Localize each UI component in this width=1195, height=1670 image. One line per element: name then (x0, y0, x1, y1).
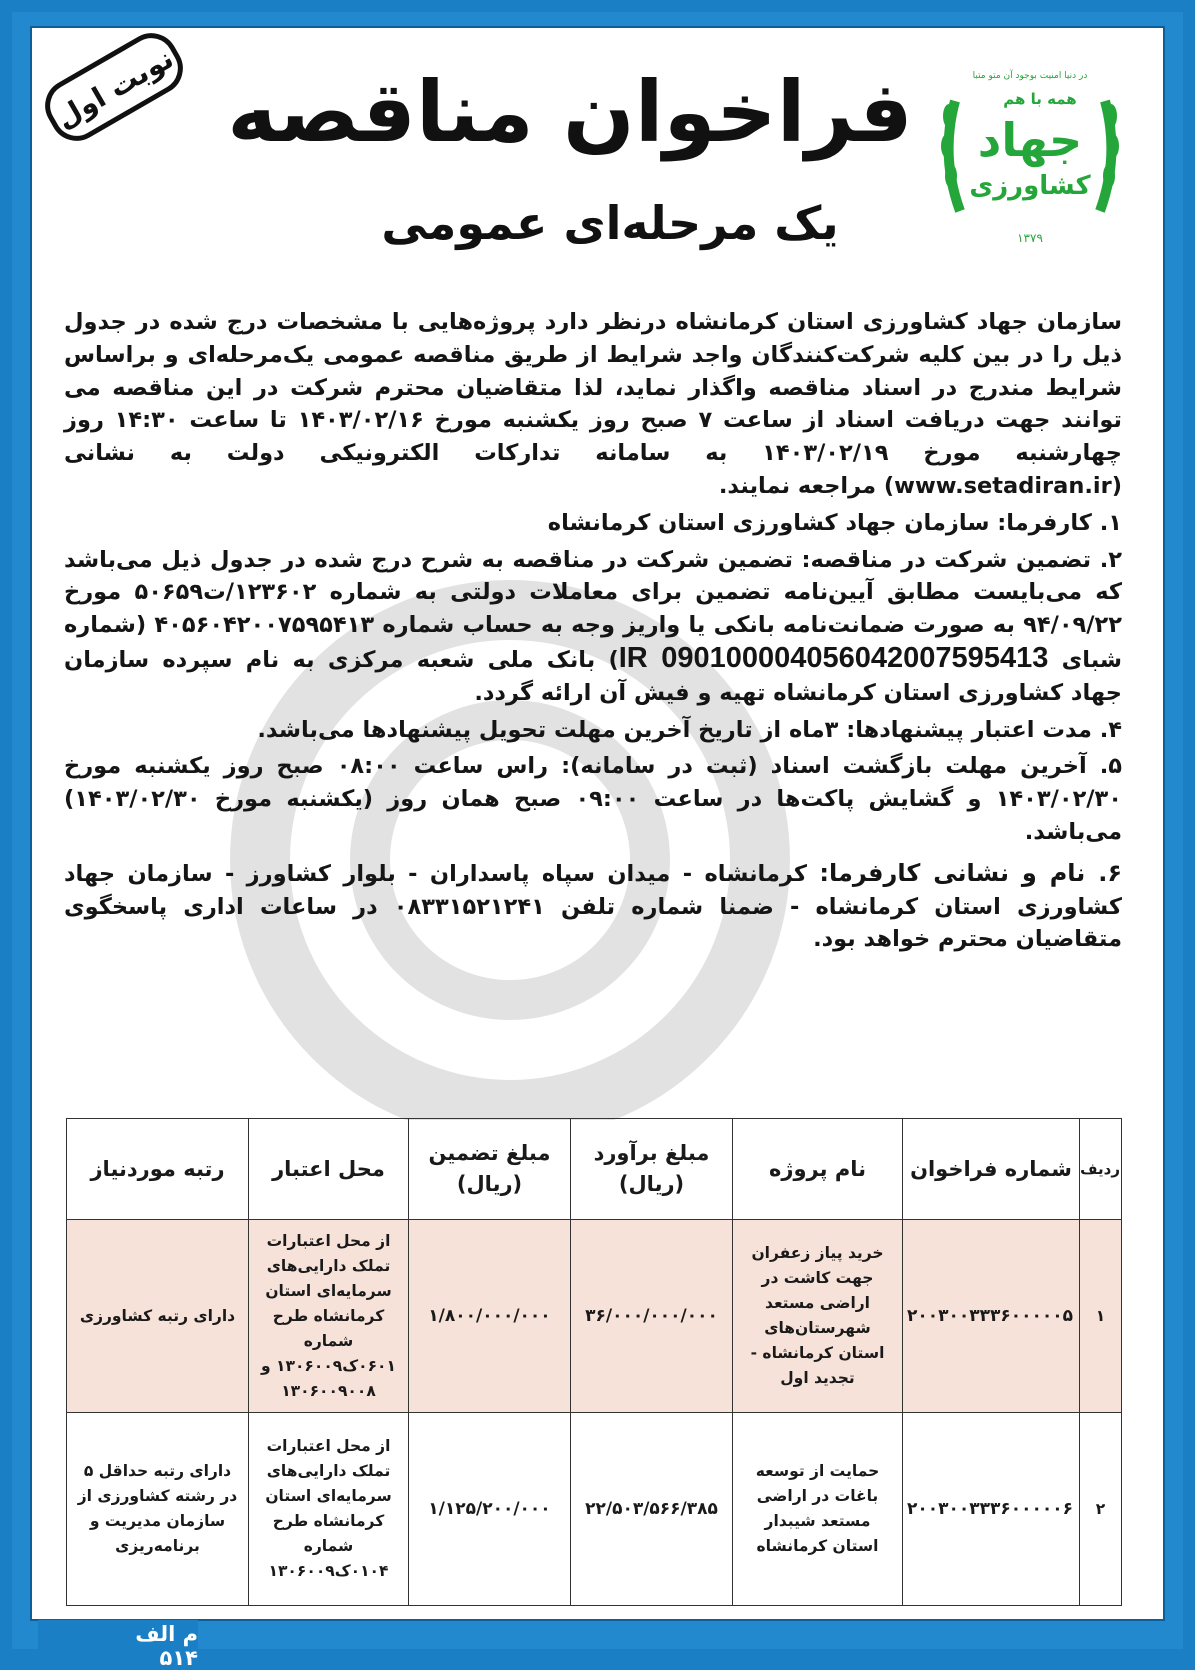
header-project-name: نام پروژه (733, 1119, 903, 1220)
header-required-rank: رتبه موردنیاز (67, 1119, 249, 1220)
table-row (67, 1220, 1122, 1413)
logo-top-text: همه با هم (1003, 90, 1077, 108)
row-number: ۱ (1080, 1220, 1122, 1413)
project-name: خرید پیاز زعفران جهت کاشت در اراضی مستعد شهرستان‌های استان کرمانشاه - تجدید اول (733, 1220, 903, 1413)
estimate-amount: ۲۲/۵۰۳/۵۶۶/۳۸۵ (571, 1413, 733, 1606)
call-number: ۲۰۰۳۰۰۳۳۳۶۰۰۰۰۰۵ (903, 1220, 1080, 1413)
call-number: ۲۰۰۳۰۰۳۳۳۶۰۰۰۰۰۶ (903, 1413, 1080, 1606)
header-row-number: ردیف (1080, 1119, 1122, 1220)
logo-arc-text: در دنیا امنیت بوجود آن متو متبا (972, 71, 1088, 81)
header-guarantee: مبلغ تضمین (ریال) (409, 1119, 571, 1220)
footer-bar (38, 1620, 198, 1670)
logo-year: ۱۳۷۹ (1017, 231, 1043, 245)
item-address (64, 857, 1122, 956)
item-deadline: ۵. آخرین مهلت بازگشت اسناد (ثبت در سامانه): راس ساعت ۰۸:۰۰ صبح روز یکشنبه مورخ ۱۴۰۳/۰۲/۳۰ و گشایش پاکت‌ها در ساعت ۰۹:۰۰ صبح همان روز (یکشنبه مورخ ۱۴۰۳/۰۲/۳۰) می‌باشد. (64, 753, 1123, 845)
table-header-row (67, 1119, 1122, 1220)
jahad-keshavarzi-logo (935, 46, 1125, 246)
notice-body (64, 306, 1122, 960)
item-guarantee (64, 544, 1122, 710)
credit-source: از محل اعتبارات تملک دارایی‌های سرمایه‌ای استان کرمانشاه طرح شماره ۰۶۰۱ک۱۳۰۶۰۰۹ و ۱۳۰۶۰۰۹۰۰۸ (249, 1220, 409, 1413)
address-text: کرمانشاه - میدان سپاه پاسداران - بلوار کشاورز - سازمان جهاد کشاورزی استان کرمانشاه - ضمنا شماره تلفن ۰۸۳۳۱۵۲۱۲۴۱ در ساعات اداری پاسخگوی متقاضیان محترم خواهد بود. (64, 860, 1122, 953)
footer-code: م الف ۵۱۴ (135, 1622, 198, 1670)
tender-table (66, 1118, 1122, 1606)
guarantee-amount: ۱/۸۰۰/۰۰۰/۰۰۰ (409, 1220, 571, 1413)
header-estimate: مبلغ برآورد (ریال) (571, 1119, 733, 1220)
required-rank: دارای رتبه حداقل ۵ در رشته کشاورزی از سازمان مدیریت و برنامه‌ریزی (67, 1413, 249, 1606)
iban-number: IR 090100004056042007595413 (618, 641, 1049, 674)
required-rank: دارای رتبه کشاورزی (67, 1220, 249, 1413)
page-title: فراخوان مناقصه (227, 63, 913, 161)
row-number: ۲ (1080, 1413, 1122, 1606)
table-row (67, 1413, 1122, 1606)
estimate-amount: ۳۶/۰۰۰/۰۰۰/۰۰۰ (571, 1220, 733, 1413)
guarantee-text-a: ۲. تضمین شرکت در مناقصه: تضمین شرکت در مناقصه به شرح درج شده در جدول ذیل می‌باشد که می‌بایست مطابق آیین‌نامه تضمین برای معاملات دولتی به شماره ۱۲۳۶۰۲/ت۵۰۶۵۹ مورخ ۹۴/۰۹/۲۲ به صورت ضمانت‌نامه بانکی یا واریز وجه به حساب شماره ۴۰۵۶۰۴۲۰۰۷۵۹۵۴۱۳ (شماره شبای (64, 546, 1123, 673)
project-name: حمایت از توسعه باغات در اراضی مستعد شیبدار استان کرمانشاه (733, 1413, 903, 1606)
first-publication-badge (30, 28, 198, 146)
item-validity: ۴. مدت اعتبار پیشنهادها: ۳ماه از تاریخ آخرین مهلت تحویل پیشنهادها می‌باشد. (257, 716, 1122, 743)
item-employer: ۱. کارفرما: سازمان جهاد کشاورزی استان کرمانشاه (547, 509, 1122, 536)
intro-paragraph: سازمان جهاد کشاورزی استان کرمانشاه درنظر دارد پروژه‌هایی با مشخصات درج شده در جدول ذیل را در بین کلیه شرکت‌کنندگان واجد شرایط از طریق مناقصه عمومی یک‌مرحله‌ای و براساس شرایط مندرج در اسناد مناقصه واگذار نماید، لذا متقاضیان محترم شرکت در این مناقصه می توانند جهت دریافت اسناد از ساعت ۷ صبح روز یکشنبه مورخ ۱۴۰۳/۰۲/۱۶ تا ساعت ۱۴:۳۰ روز چهارشنبه مورخ ۱۴۰۳/۰۲/۱۹ به سامانه تدارکات الکترونیکی دولت به نشانی (www.setadiran.ir) مراجعه نمایند. (64, 309, 1122, 499)
page-subtitle: یک مرحله‌ای عمومی (381, 196, 839, 250)
address-label: ۶. نام و نشانی کارفرما: (819, 858, 1122, 887)
guarantee-amount: ۱/۱۲۵/۲۰۰/۰۰۰ (409, 1413, 571, 1606)
header-credit-source: محل اعتبار (249, 1119, 409, 1220)
logo-sub-text: کشاورزی (969, 171, 1091, 201)
badge-text: نوبت اول (50, 41, 179, 135)
header-call-number: شماره فراخوان (903, 1119, 1080, 1220)
credit-source: از محل اعتبارات تملک دارایی‌های سرمایه‌ای استان کرمانشاه طرح شماره ۰۱۰۴ک۱۳۰۶۰۰۹ (249, 1413, 409, 1606)
logo-main-text: جهاد (977, 113, 1083, 167)
guarantee-text-b: ) بانک ملی شعبه مرکزی به نام سپرده سازمان جهاد کشاورزی استان کرمانشاه تهیه و فیش آن ارائه گردد. (64, 646, 1122, 706)
